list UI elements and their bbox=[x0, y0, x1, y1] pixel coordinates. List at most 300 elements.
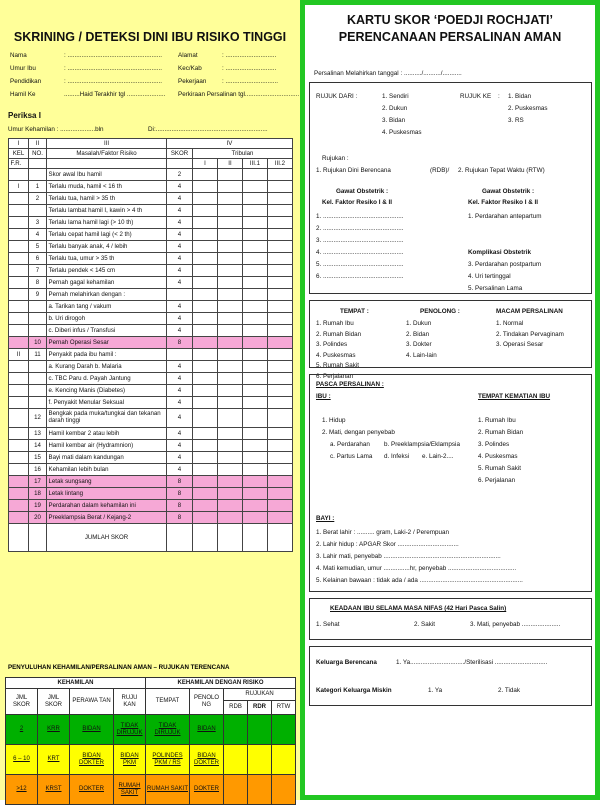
tribulan-input-cell[interactable] bbox=[193, 488, 218, 500]
komplikasi-3[interactable]: 3. Perdarahan postpartum bbox=[468, 261, 542, 268]
tribulan-input-cell[interactable] bbox=[243, 193, 268, 205]
hamil-ke-field[interactable]: .........Haid Terakhir tgl ...................... bbox=[64, 91, 166, 98]
dots-6[interactable]: 6. .............................................. bbox=[316, 273, 404, 280]
tribulan-input-cell[interactable] bbox=[218, 169, 243, 181]
kehamilan-header: KEHAMILAN bbox=[6, 678, 146, 689]
tribulan-input-cell[interactable] bbox=[243, 361, 268, 373]
tribulan-input-cell[interactable] bbox=[268, 385, 293, 397]
ref-check-cell[interactable] bbox=[248, 715, 272, 745]
bayi-item[interactable]: 4. Mati kemudian, umur ...............hr, penyebab ....................................... bbox=[316, 565, 517, 572]
tribulan-input-cell[interactable] bbox=[243, 169, 268, 181]
ref-check-cell[interactable] bbox=[224, 745, 248, 775]
penolong-header: PENOLO NG bbox=[190, 689, 224, 715]
risk-no-cell: 16 bbox=[29, 464, 47, 476]
tribulan-3-1: III.1 bbox=[243, 159, 268, 169]
total-row bbox=[9, 524, 293, 552]
risk-skor-cell: 4 bbox=[167, 253, 193, 265]
tribulan-input-cell[interactable] bbox=[268, 488, 293, 500]
ref-tempat-cell: TIDAK DIRUJUK bbox=[146, 715, 190, 745]
tribulan-input-cell[interactable] bbox=[268, 464, 293, 476]
penolong-option[interactable]: 4. Lain-lain bbox=[406, 351, 437, 359]
risk-no-cell bbox=[29, 373, 47, 385]
risk-text-cell: Kehamilan lebih bulan bbox=[47, 464, 167, 476]
tribulan-input-cell[interactable] bbox=[193, 265, 218, 277]
tempat-kematian-option[interactable]: 3. Polindes bbox=[478, 441, 510, 448]
rdb-label: (RDB)/ bbox=[430, 167, 450, 174]
tribulan-input-cell[interactable] bbox=[243, 337, 268, 349]
risk-skor-cell: 2 bbox=[167, 169, 193, 181]
kel-faktor-1: Kel. Faktor Resiko I & II bbox=[322, 199, 392, 206]
risk-kel-cell: I bbox=[9, 181, 29, 193]
ref-check-cell[interactable] bbox=[272, 715, 296, 745]
tempat-option[interactable]: 4. Puskesmas bbox=[316, 351, 356, 359]
tribulan-input-cell[interactable] bbox=[243, 349, 268, 361]
ibu-2e[interactable]: e. Lain-2.... bbox=[422, 453, 454, 460]
rujuk-ke-label: RUJUK KE bbox=[460, 93, 492, 100]
tribulan-input-cell[interactable] bbox=[268, 500, 293, 512]
tanggal-field[interactable]: Persalinan Melahirkan tanggal : ........../........../........... bbox=[314, 70, 462, 77]
tribulan-input-cell[interactable] bbox=[268, 452, 293, 464]
ref-tempat-cell: RUMAH SAKIT bbox=[146, 775, 190, 805]
tribulan-input-cell[interactable] bbox=[193, 349, 218, 361]
tribulan-input-cell[interactable] bbox=[218, 277, 243, 289]
tribulan-input-cell[interactable] bbox=[268, 277, 293, 289]
tribulan-input-cell[interactable] bbox=[268, 217, 293, 229]
risk-text-cell: Terlalu tua, umur > 35 th bbox=[47, 253, 167, 265]
tribulan-input-cell[interactable] bbox=[218, 253, 243, 265]
tribulan-input-cell[interactable] bbox=[243, 277, 268, 289]
risk-no-cell: 17 bbox=[29, 476, 47, 488]
macam-option[interactable]: 2. Tindakan Pervaginam bbox=[496, 330, 564, 338]
tribulan-input-cell[interactable] bbox=[218, 181, 243, 193]
tribulan-input-cell[interactable] bbox=[268, 476, 293, 488]
tribulan-input-cell[interactable] bbox=[218, 409, 243, 428]
tribulan-input-cell[interactable] bbox=[193, 512, 218, 524]
tribulan-input-cell[interactable] bbox=[243, 253, 268, 265]
risk-row bbox=[9, 301, 293, 313]
tribulan-input-cell[interactable] bbox=[218, 301, 243, 313]
tribulan-input-cell[interactable] bbox=[193, 361, 218, 373]
tribulan-input-cell[interactable] bbox=[218, 289, 243, 301]
tribulan-input-cell[interactable] bbox=[243, 452, 268, 464]
referral-table bbox=[5, 677, 296, 805]
bayi-item[interactable]: 1. Berat lahir : .......... gram, Laki-2 / Perempuan bbox=[316, 529, 449, 536]
tribulan-input-cell[interactable] bbox=[268, 253, 293, 265]
risk-no-cell: 14 bbox=[29, 440, 47, 452]
risk-no-cell bbox=[29, 313, 47, 325]
tribulan-input-cell[interactable] bbox=[268, 440, 293, 452]
macam-heading: MACAM PERSALINAN bbox=[496, 308, 563, 315]
risk-skor-cell: 4 bbox=[167, 181, 193, 193]
rujuk-dari-label: RUJUK DARI : bbox=[316, 93, 358, 100]
tribulan-input-cell[interactable] bbox=[268, 361, 293, 373]
risk-skor-cell: 8 bbox=[167, 476, 193, 488]
tribulan-input-cell[interactable] bbox=[218, 500, 243, 512]
risk-kel-cell bbox=[9, 361, 29, 373]
risk-kel-cell bbox=[9, 253, 29, 265]
rujukan-label: Rujukan : bbox=[322, 155, 349, 162]
risk-row bbox=[9, 241, 293, 253]
komplikasi-4[interactable]: 4. Uri tertinggal bbox=[468, 273, 511, 280]
risk-text-cell: Pernah gagal kehamilan bbox=[47, 277, 167, 289]
tribulan-input-cell[interactable] bbox=[218, 428, 243, 440]
risk-row bbox=[9, 488, 293, 500]
risk-no-cell: 7 bbox=[29, 265, 47, 277]
risk-row bbox=[9, 205, 293, 217]
penolong-option[interactable]: 1. Dukun bbox=[406, 320, 432, 327]
risk-kel-cell bbox=[9, 373, 29, 385]
tribulan-input-cell[interactable] bbox=[268, 301, 293, 313]
dots-1[interactable]: 1. .............................................. bbox=[316, 213, 404, 220]
tribulan-input-cell[interactable] bbox=[218, 464, 243, 476]
risk-kel-cell bbox=[9, 428, 29, 440]
tribulan-input-cell[interactable] bbox=[268, 229, 293, 241]
tribulan-input-cell[interactable] bbox=[243, 488, 268, 500]
ref-skor-cell: 6 – 10 bbox=[6, 745, 38, 775]
alamat-field[interactable]: : ............................. bbox=[222, 52, 277, 59]
ref-check-cell[interactable] bbox=[224, 775, 248, 805]
dots-3[interactable]: 3. .............................................. bbox=[316, 237, 404, 244]
rujukan-col-header: RUJU KAN bbox=[114, 689, 146, 715]
tempat-kematian-option[interactable]: 6. Perjalanan bbox=[478, 477, 516, 484]
ke-1[interactable]: 1. Bidan bbox=[508, 93, 532, 100]
tribulan-input-cell[interactable] bbox=[193, 500, 218, 512]
tribulan-input-cell[interactable] bbox=[193, 464, 218, 476]
pendidikan-field[interactable]: : ...................................................... bbox=[64, 78, 162, 85]
rujukan-header: RUJUKAN bbox=[224, 689, 296, 701]
rujukan-box bbox=[309, 82, 592, 294]
tribulan-input-cell[interactable] bbox=[243, 289, 268, 301]
ibu-2c[interactable]: c. Partus Lama bbox=[330, 453, 373, 460]
right-title-line2: PERENCANAAN PERSALINAN AMAN bbox=[338, 29, 562, 44]
miskin-tidak[interactable]: 2. Tidak bbox=[498, 687, 521, 694]
tribulan-input-cell[interactable] bbox=[218, 313, 243, 325]
tribulan-input-cell[interactable] bbox=[243, 241, 268, 253]
risk-row bbox=[9, 512, 293, 524]
tempat-option[interactable]: 5. Rumah Sakit bbox=[316, 362, 360, 369]
periksa-heading: Periksa I bbox=[8, 111, 41, 120]
tribulan-input-cell[interactable] bbox=[193, 428, 218, 440]
tribulan-input-cell[interactable] bbox=[268, 241, 293, 253]
tempat-header: TEMPAT bbox=[146, 689, 190, 715]
tribulan-input-cell[interactable] bbox=[268, 205, 293, 217]
penolong-option[interactable]: 3. Dokter bbox=[406, 341, 432, 348]
total-input-cell[interactable] bbox=[243, 524, 268, 552]
ke-3[interactable]: 3. RS bbox=[508, 117, 524, 124]
tribulan-input-cell[interactable] bbox=[243, 397, 268, 409]
tribulan-input-cell[interactable] bbox=[268, 337, 293, 349]
identity-fields bbox=[8, 52, 300, 104]
risk-skor-cell: 4 bbox=[167, 440, 193, 452]
umur-ibu-field[interactable]: : ...................................................... bbox=[64, 65, 162, 72]
kec-label: Kec/Kab bbox=[178, 65, 202, 72]
risk-text-cell: a. Kurang Darah b. Malaria bbox=[47, 361, 167, 373]
tribulan-input-cell[interactable] bbox=[268, 169, 293, 181]
tribulan-input-cell[interactable] bbox=[268, 512, 293, 524]
kel-faktor-2: Kel. Faktor Resiko I & II bbox=[468, 199, 538, 206]
tribulan-input-cell[interactable] bbox=[243, 217, 268, 229]
tribulan-input-cell[interactable] bbox=[268, 289, 293, 301]
miskin-ya[interactable]: 1. Ya bbox=[428, 687, 443, 694]
tribulan-input-cell[interactable] bbox=[243, 313, 268, 325]
ref-kel-cell: KRST bbox=[38, 775, 70, 805]
total-input-cell[interactable] bbox=[218, 524, 243, 552]
jml-skor2-header: JML SKOR bbox=[38, 689, 70, 715]
tribulan-input-cell[interactable] bbox=[218, 325, 243, 337]
rujuk-ke-colon: : bbox=[498, 93, 500, 100]
risk-row bbox=[9, 385, 293, 397]
dari-3[interactable]: 3. Bidan bbox=[382, 117, 406, 124]
tribulan-input-cell[interactable] bbox=[268, 373, 293, 385]
pekerjaan-field[interactable]: : .............................. bbox=[222, 78, 278, 85]
tribulan-input-cell[interactable] bbox=[218, 349, 243, 361]
tribulan-input-cell[interactable] bbox=[218, 476, 243, 488]
tribulan-input-cell[interactable] bbox=[193, 277, 218, 289]
risk-skor-cell: 4 bbox=[167, 428, 193, 440]
tribulan-input-cell[interactable] bbox=[193, 385, 218, 397]
tribulan-input-cell[interactable] bbox=[193, 440, 218, 452]
tribulan-input-cell[interactable] bbox=[243, 409, 268, 428]
tribulan-input-cell[interactable] bbox=[218, 385, 243, 397]
kb-field[interactable]: 1. Ya.............................../Sterilisasi .............................. bbox=[396, 659, 548, 666]
macam-option[interactable]: 1. Normal bbox=[496, 320, 524, 327]
penyuluhan-title: PENYULUHAN KEHAMILAN/PERSALINAN AMAN – RUJUKAN TERENCANA bbox=[8, 664, 230, 671]
bayi-item[interactable]: 5. Kelainan bawaan : tidak ada / ada ........................................................... bbox=[316, 577, 523, 584]
risk-skor-cell: 4 bbox=[167, 397, 193, 409]
tribulan-input-cell[interactable] bbox=[243, 428, 268, 440]
risk-kel-cell bbox=[9, 385, 29, 397]
bayi-item[interactable]: 3. Lahir mati, penyebab ................................................................... bbox=[316, 553, 501, 560]
tempat-option[interactable]: 2. Rumah Bidan bbox=[316, 330, 362, 338]
macam-option[interactable]: 3. Operasi Sesar bbox=[496, 341, 544, 348]
risk-text-cell: Terlalu cepat hamil lagi (< 2 th) bbox=[47, 229, 167, 241]
tribulan-header: Tribulan bbox=[193, 149, 293, 159]
tribulan-input-cell[interactable] bbox=[243, 500, 268, 512]
kec-field[interactable]: : ............................. bbox=[222, 65, 277, 72]
tempat-kematian-option[interactable]: 2. Rumah Bidan bbox=[478, 429, 524, 436]
risk-skor-cell: 4 bbox=[167, 241, 193, 253]
tribulan-input-cell[interactable] bbox=[193, 229, 218, 241]
tribulan-input-cell[interactable] bbox=[193, 409, 218, 428]
risk-skor-cell: 4 bbox=[167, 301, 193, 313]
miskin-label: Kategori Keluarga Miskin bbox=[316, 687, 392, 694]
tribulan-input-cell[interactable] bbox=[193, 373, 218, 385]
tribulan-input-cell[interactable] bbox=[193, 301, 218, 313]
tribulan-input-cell[interactable] bbox=[218, 337, 243, 349]
tribulan-input-cell[interactable] bbox=[218, 193, 243, 205]
tempat-kematian-option[interactable]: 4. Puskesmas bbox=[478, 453, 518, 460]
referral-row bbox=[6, 715, 296, 745]
dari-4[interactable]: 4. Puskesmas bbox=[382, 129, 422, 136]
tribulan-input-cell[interactable] bbox=[193, 397, 218, 409]
ref-perawatan-cell: BIDAN bbox=[70, 715, 114, 745]
tribulan-input-cell[interactable] bbox=[243, 512, 268, 524]
tribulan-input-cell[interactable] bbox=[193, 169, 218, 181]
risk-text-cell: Bayi mati dalam kandungan bbox=[47, 452, 167, 464]
tribulan-input-cell[interactable] bbox=[243, 385, 268, 397]
tempat-option[interactable]: 3. Polindes bbox=[316, 341, 348, 348]
nifas-3[interactable]: 3. Mati, penyebab ...................... bbox=[470, 621, 561, 628]
risk-skor-cell: 4 bbox=[167, 464, 193, 476]
risk-row bbox=[9, 361, 293, 373]
ibu-1[interactable]: 1. Hidup bbox=[322, 417, 346, 424]
ke-2[interactable]: 2. Puskesmas bbox=[508, 105, 548, 112]
tribulan-input-cell[interactable] bbox=[243, 205, 268, 217]
total-input-cell[interactable] bbox=[193, 524, 218, 552]
tribulan-input-cell[interactable] bbox=[268, 325, 293, 337]
tempat-option[interactable]: 1. Rumah Ibu bbox=[316, 320, 354, 327]
tribulan-input-cell[interactable] bbox=[193, 313, 218, 325]
komplikasi-5[interactable]: 5. Persalinan Lama bbox=[468, 285, 523, 292]
risk-text-cell: e. Kencing Manis (Diabetes) bbox=[47, 385, 167, 397]
tribulan-input-cell[interactable] bbox=[193, 217, 218, 229]
tribulan-input-cell[interactable] bbox=[243, 265, 268, 277]
bayi-item[interactable]: 2. Lahir hidup : APGAR Skor ................................... bbox=[316, 541, 459, 548]
risk-kel-cell bbox=[9, 301, 29, 313]
tribulan-input-cell[interactable] bbox=[243, 181, 268, 193]
tribulan-input-cell[interactable] bbox=[193, 181, 218, 193]
perdarahan-antepartum[interactable]: 1. Perdarahan antepartum bbox=[468, 213, 542, 220]
risk-kel-cell bbox=[9, 337, 29, 349]
pekerjaan-label: Pekerjaan bbox=[178, 78, 207, 85]
risk-skor-cell: 4 bbox=[167, 205, 193, 217]
ref-rujukan-cell: RUMAH SAKIT bbox=[114, 775, 146, 805]
ibu-2a[interactable]: a. Perdarahan bbox=[330, 441, 370, 448]
tribulan-input-cell[interactable] bbox=[218, 361, 243, 373]
total-input-cell[interactable] bbox=[268, 524, 293, 552]
pendidikan-label: Pendidikan bbox=[10, 78, 42, 85]
tribulan-input-cell[interactable] bbox=[193, 337, 218, 349]
tribulan-input-cell[interactable] bbox=[218, 217, 243, 229]
tribulan-input-cell[interactable] bbox=[193, 289, 218, 301]
tribulan-input-cell[interactable] bbox=[218, 397, 243, 409]
risk-skor-cell: 4 bbox=[167, 313, 193, 325]
risk-skor-cell: 4 bbox=[167, 385, 193, 397]
penolong-option[interactable]: 2. Bidan bbox=[406, 330, 430, 338]
tribulan-input-cell[interactable] bbox=[193, 193, 218, 205]
risk-skor-cell: 4 bbox=[167, 217, 193, 229]
dari-2[interactable]: 2. Dukun bbox=[382, 105, 408, 112]
tribulan-input-cell[interactable] bbox=[243, 440, 268, 452]
tribulan-input-cell[interactable] bbox=[268, 397, 293, 409]
tribulan-input-cell[interactable] bbox=[243, 476, 268, 488]
nama-field[interactable]: : ...................................................... bbox=[64, 52, 162, 59]
tribulan-input-cell[interactable] bbox=[243, 229, 268, 241]
masalah-header: Masalah/Faktor Risiko bbox=[47, 149, 167, 159]
di-field[interactable]: Di:................................................................ bbox=[148, 126, 268, 133]
tribulan-input-cell[interactable] bbox=[243, 325, 268, 337]
dots-2[interactable]: 2. .............................................. bbox=[316, 225, 404, 232]
tribulan-input-cell[interactable] bbox=[268, 265, 293, 277]
tribulan-input-cell[interactable] bbox=[193, 325, 218, 337]
risk-text-cell: c. TBC Paru d. Payah Jantung bbox=[47, 373, 167, 385]
rdr-header: RDR bbox=[248, 701, 272, 715]
tribulan-input-cell[interactable] bbox=[243, 301, 268, 313]
risk-kel-cell bbox=[9, 397, 29, 409]
risk-skor-cell: 4 bbox=[167, 229, 193, 241]
tribulan-input-cell[interactable] bbox=[218, 205, 243, 217]
perkiraan-field[interactable]: Perkiraan Persalinan tgl............................... bbox=[178, 91, 300, 98]
tribulan-input-cell[interactable] bbox=[218, 373, 243, 385]
tribulan-input-cell[interactable] bbox=[193, 253, 218, 265]
risk-text-cell: Terlalu pendek < 145 cm bbox=[47, 265, 167, 277]
risk-skor-cell: 4 bbox=[167, 193, 193, 205]
ref-kel-cell: KRT bbox=[38, 745, 70, 775]
umur-kehamilan-field[interactable]: Umur Kehamilan : ....................bln bbox=[8, 126, 104, 133]
ibu-2[interactable]: 2. Mati, dengan penyebab bbox=[322, 429, 395, 436]
tribulan-input-cell[interactable] bbox=[218, 229, 243, 241]
fr-header: F.R. bbox=[9, 159, 29, 169]
nifas-1[interactable]: 1. Sehat bbox=[316, 621, 340, 628]
tribulan-input-cell[interactable] bbox=[218, 440, 243, 452]
risk-row bbox=[9, 464, 293, 476]
risk-text-cell: b. Uri dirogoh bbox=[47, 313, 167, 325]
ref-check-cell[interactable] bbox=[272, 745, 296, 775]
rujukan-2[interactable]: 2. Rujukan Tepat Waktu (RTW) bbox=[458, 167, 545, 174]
ref-rujukan-cell: TIDAK DIRUJUK bbox=[114, 715, 146, 745]
risk-no-cell: 6 bbox=[29, 253, 47, 265]
risk-kel-cell bbox=[9, 409, 29, 428]
tribulan-input-cell[interactable] bbox=[193, 452, 218, 464]
rujukan-1[interactable]: 1. Rujukan Dini Berencana bbox=[316, 167, 391, 174]
tribulan-input-cell[interactable] bbox=[243, 464, 268, 476]
tribulan-input-cell[interactable] bbox=[218, 488, 243, 500]
tribulan-input-cell[interactable] bbox=[218, 512, 243, 524]
risk-kel-cell bbox=[9, 325, 29, 337]
ref-check-cell[interactable] bbox=[272, 775, 296, 805]
tribulan-input-cell[interactable] bbox=[243, 373, 268, 385]
risk-row bbox=[9, 325, 293, 337]
risk-skor-cell: 8 bbox=[167, 337, 193, 349]
risk-row bbox=[9, 313, 293, 325]
tribulan-input-cell[interactable] bbox=[268, 428, 293, 440]
tribulan-input-cell[interactable] bbox=[193, 476, 218, 488]
dots-5[interactable]: 5. .............................................. bbox=[316, 261, 404, 268]
tribulan-input-cell[interactable] bbox=[218, 452, 243, 464]
tribulan-input-cell[interactable] bbox=[268, 193, 293, 205]
tempat-kematian-option[interactable]: 1. Rumah Ibu bbox=[478, 417, 516, 424]
tribulan-input-cell[interactable] bbox=[193, 205, 218, 217]
ref-check-cell[interactable] bbox=[248, 775, 272, 805]
risk-no-cell: 15 bbox=[29, 452, 47, 464]
right-title-line1: KARTU SKOR ‘POEDJI ROCHJATI’ bbox=[346, 13, 554, 27]
tribulan-input-cell[interactable] bbox=[193, 241, 218, 253]
ref-check-cell[interactable] bbox=[224, 715, 248, 745]
ibu-2b[interactable]: b. Preeklampsia/Eklampsia bbox=[384, 441, 460, 448]
tribulan-input-cell[interactable] bbox=[268, 409, 293, 428]
dari-1[interactable]: 1. Sendiri bbox=[382, 93, 409, 100]
tribulan-input-cell[interactable] bbox=[218, 265, 243, 277]
risk-text-cell: Letak sungsang bbox=[47, 476, 167, 488]
risk-no-cell bbox=[29, 361, 47, 373]
dots-4[interactable]: 4. .............................................. bbox=[316, 249, 404, 256]
ibu-2d[interactable]: d. Infeksi bbox=[384, 453, 410, 460]
risk-text-cell: Terlalu tua, hamil > 35 th bbox=[47, 193, 167, 205]
ref-check-cell[interactable] bbox=[248, 745, 272, 775]
tribulan-input-cell[interactable] bbox=[268, 313, 293, 325]
tempat-option[interactable]: 6. Perjalanan bbox=[316, 372, 354, 380]
nifas-2[interactable]: 2. Sakit bbox=[414, 621, 435, 628]
ref-tempat-cell: POLINDES PKM / RS bbox=[146, 745, 190, 775]
risk-skor-cell: 8 bbox=[167, 500, 193, 512]
perawatan-header: PERAWA TAN bbox=[70, 689, 114, 715]
tribulan-input-cell[interactable] bbox=[218, 241, 243, 253]
tempat-kematian-option[interactable]: 5. Rumah Sakit bbox=[478, 465, 522, 472]
tribulan-1: I bbox=[193, 159, 218, 169]
tribulan-input-cell[interactable] bbox=[268, 181, 293, 193]
tribulan-input-cell[interactable] bbox=[268, 349, 293, 361]
risk-skor-cell: 4 bbox=[167, 265, 193, 277]
